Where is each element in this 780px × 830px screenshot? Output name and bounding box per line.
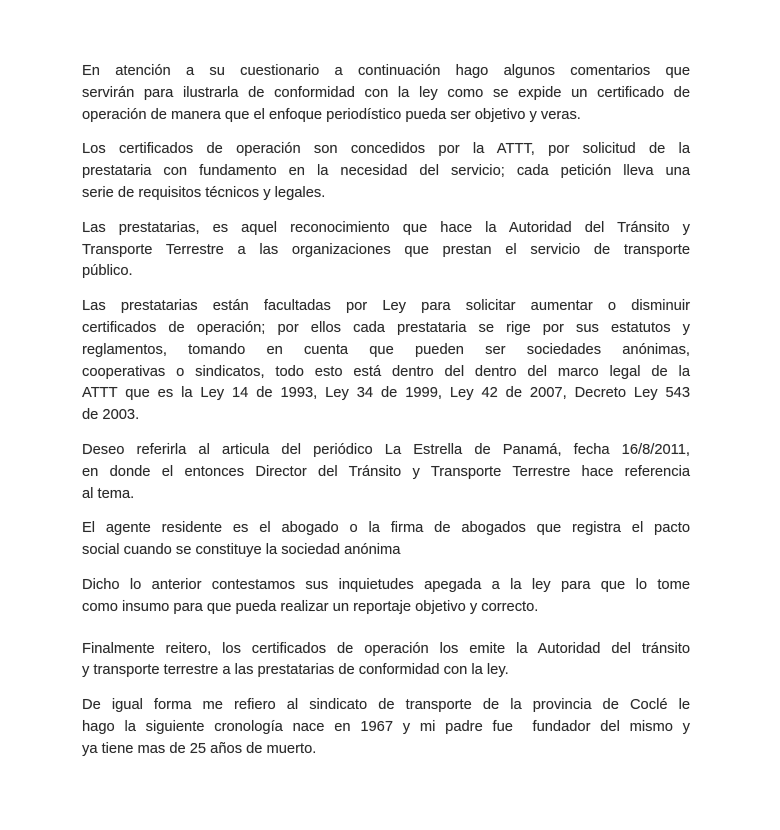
text-line: público. [82, 263, 133, 280]
text-line: De igual forma me refiero al sindicato de transporte de la provincia de Coclé le [82, 697, 690, 714]
text-line: hago la siguiente cronología nace en 1967 y mi padre fue fundador del mismo y [82, 718, 690, 735]
paragraph-8 [82, 639, 690, 683]
text-line: y transporte terrestre a las prestatarias de conformidad con la ley. [82, 662, 509, 679]
text-line: Dicho lo anterior contestamos sus inquietudes apegada a la ley para que lo tome [82, 576, 690, 593]
text-line: serie de requisitos técnicos y legales. [82, 184, 326, 201]
text-line: ATTT que es la Ley 14 de 1993, Ley 34 de 1999, Ley 42 de 2007, Decreto Ley 543 [82, 385, 690, 402]
paragraph-7 [82, 575, 690, 619]
paragraph-9 [82, 695, 690, 760]
text-line: Deseo referirla al articula del periódico La Estrella de Panamá, fecha 16/8/2011, [82, 441, 690, 458]
paragraph-5 [82, 440, 690, 505]
text-line: de 2003. [82, 407, 140, 424]
text-line: reglamentos, tomando en cuenta que pueden ser sociedades anónimas, [82, 341, 690, 358]
paragraph-3 [82, 218, 690, 283]
paragraph-4 [82, 296, 690, 427]
text-line: al tema. [82, 485, 135, 502]
text-line: certificados de operación; por ellos cada prestataria se rige por sus estatutos y [82, 319, 690, 336]
text-line: Transporte Terrestre a las organizaciones que prestan el servicio de transporte [82, 241, 690, 258]
text-line: en donde el entonces Director del Tránsito y Transporte Terrestre hace referencia [82, 463, 690, 480]
text-line: Finalmente reitero, los certificados de operación los emite la Autoridad del tránsito [82, 640, 690, 657]
text-line: como insumo para que pueda realizar un reportaje objetivo y correcto. [82, 598, 539, 615]
text-line: ya tiene mas de 25 años de muerto. [82, 740, 317, 757]
text-line: Las prestatarias, es aquel reconocimiento que hace la Autoridad del Tránsito y [82, 219, 690, 236]
paragraph-6 [82, 518, 690, 562]
paragraph-2 [82, 139, 690, 204]
text-line: En atención a su cuestionario a continuación hago algunos comentarios que [82, 63, 690, 79]
text-line: operación de manera que el enfoque periodístico pueda ser objetivo y veras. [82, 106, 581, 123]
text-line: cooperativas o sindicatos, todo esto está dentro del dentro del marco legal de la [82, 363, 690, 380]
text-line: social cuando se constituye la sociedad anónima [82, 542, 401, 559]
text-line: Las prestatarias están facultadas por Ley para solicitar aumentar o disminuir [82, 298, 690, 315]
paragraph-1 [82, 61, 690, 126]
text-line: prestataria con fundamento en la necesidad del servicio; cada petición lleva una [82, 163, 690, 180]
text-line: Los certificados de operación son concedidos por la ATTT, por solicitud de la [82, 141, 690, 158]
text-line: El agente residente es el abogado o la firma de abogados que registra el pacto [82, 520, 690, 537]
text-line: servirán para ilustrarla de conformidad con la ley como se expide un certificado de [82, 84, 690, 101]
